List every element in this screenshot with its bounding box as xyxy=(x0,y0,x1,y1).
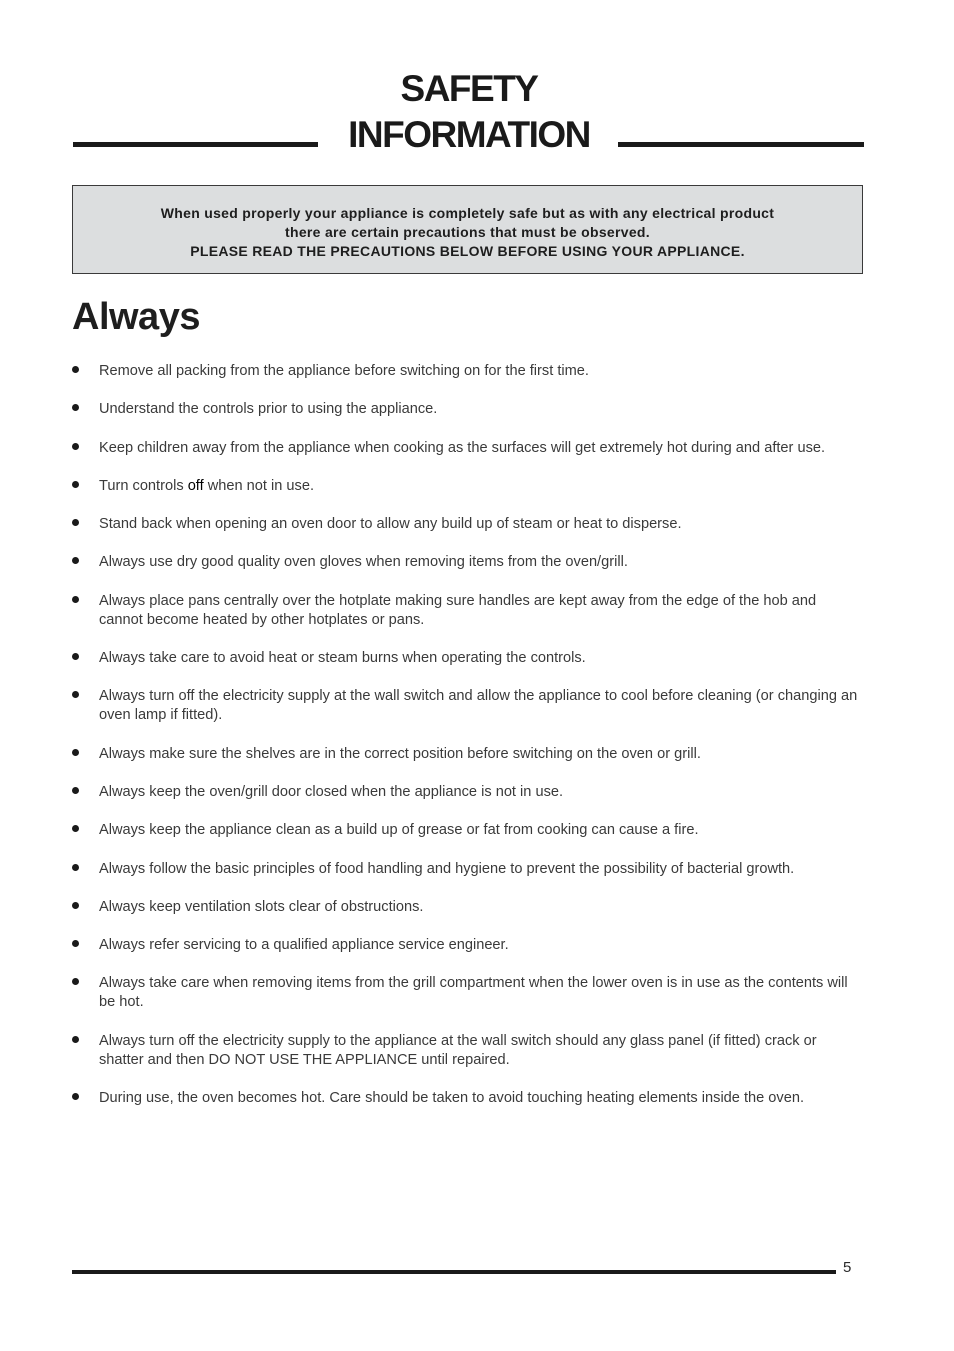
text-segment: Turn controls xyxy=(99,477,188,494)
bullet-icon xyxy=(72,519,79,526)
page-title xyxy=(0,68,954,158)
emphasis-text: off xyxy=(187,477,204,494)
list-item xyxy=(72,974,864,1012)
list-item xyxy=(72,745,864,764)
list-item xyxy=(72,687,864,725)
footer-rule xyxy=(72,1270,836,1274)
list-item-text: Always take care to avoid heat or steam burns when operating the controls. xyxy=(99,650,586,667)
title-line-safety: SAFETY xyxy=(400,68,538,109)
list-item-text: Always follow the basic principles of food handling and hygiene to prevent the possibility of bacterial growth. xyxy=(99,860,795,877)
section-heading-always: Always xyxy=(72,296,200,338)
bullet-icon xyxy=(72,978,79,985)
bullet-icon xyxy=(72,1036,79,1043)
bullet-icon xyxy=(72,653,79,660)
title-line-information: INFORMATION xyxy=(348,114,590,155)
notice-line-1: When used properly your appliance is completely safe but as with any electrical product xyxy=(160,205,775,221)
list-item xyxy=(72,515,864,534)
bullet-icon xyxy=(72,404,79,411)
bullet-icon xyxy=(72,557,79,564)
bullet-icon xyxy=(72,366,79,373)
page-number: 5 xyxy=(843,1259,852,1276)
list-item-text xyxy=(99,477,864,496)
list-item xyxy=(72,477,864,496)
list-item-text: Always turn off the electricity supply at the wall switch and allow the appliance to cool before cleaning (or changing an oven lamp if fitted). xyxy=(99,688,858,724)
bullet-icon xyxy=(72,902,79,909)
list-item xyxy=(72,1089,864,1108)
list-item-text: Always make sure the shelves are in the correct position before switching on the oven or grill. xyxy=(99,745,701,762)
list-item xyxy=(72,936,864,955)
list-item xyxy=(72,439,864,458)
list-item-text: Always keep the oven/grill door closed when the appliance is not in use. xyxy=(99,783,564,800)
list-item xyxy=(72,783,864,802)
bullet-icon xyxy=(72,691,79,698)
list-item-text: Stand back when opening an oven door to allow any build up of steam or heat to disperse. xyxy=(99,516,682,533)
list-item xyxy=(72,649,864,668)
list-item-text: Always turn off the electricity supply to the appliance at the wall switch should any glass panel (if fitted) crack or shatter and then DO NOT USE THE APPLIANCE until repaired. xyxy=(99,1032,817,1068)
bullet-icon xyxy=(72,864,79,871)
safety-notice-text xyxy=(73,204,862,261)
bullet-icon xyxy=(72,825,79,832)
bullet-icon xyxy=(72,443,79,450)
list-item xyxy=(72,553,864,572)
bullet-icon xyxy=(72,940,79,947)
list-item-text: Always refer servicing to a qualified appliance service engineer. xyxy=(99,937,509,954)
notice-line-2: there are certain precautions that must be observed. xyxy=(285,224,650,240)
list-item-text: Always keep the appliance clean as a build up of grease or fat from cooking can cause a fire. xyxy=(99,822,699,839)
precautions-list xyxy=(72,362,864,1127)
list-item xyxy=(72,1032,864,1070)
notice-line-3: PLEASE READ THE PRECAUTIONS BELOW BEFORE USING YOUR APPLIANCE. xyxy=(190,243,745,259)
safety-notice-box xyxy=(72,185,863,274)
list-item-text: During use, the oven becomes hot. Care should be taken to avoid touching heating elements inside the oven. xyxy=(99,1090,805,1107)
bullet-icon xyxy=(72,1093,79,1100)
list-item xyxy=(72,400,864,419)
list-item-text: Keep children away from the appliance when cooking as the surfaces will get extremely hot during and after use. xyxy=(99,439,826,456)
list-item xyxy=(72,898,864,917)
text-segment: when not in use. xyxy=(203,477,314,494)
list-item-text: Always use dry good quality oven gloves when removing items from the oven/grill. xyxy=(99,554,628,571)
bullet-icon xyxy=(72,787,79,794)
list-item-text: Always take care when removing items from the grill compartment when the lower oven is in use as the contents will be hot. xyxy=(99,975,848,1011)
list-item-text: Remove all packing from the appliance before switching on for the first time. xyxy=(99,363,589,379)
bullet-icon xyxy=(72,596,79,603)
list-item-text: Always place pans centrally over the hotplate making sure handles are kept away from the edge of the hob and cannot become heated by other hotplates or pans. xyxy=(99,592,817,628)
list-item xyxy=(72,362,864,381)
title-rule-right xyxy=(618,142,864,147)
list-item-text: Understand the controls prior to using the appliance. xyxy=(99,401,438,418)
list-item xyxy=(72,821,864,840)
bullet-icon xyxy=(72,481,79,488)
list-item-text: Always keep ventilation slots clear of obstructions. xyxy=(99,898,424,915)
bullet-icon xyxy=(72,749,79,756)
list-item xyxy=(72,592,864,630)
list-item xyxy=(72,860,864,879)
